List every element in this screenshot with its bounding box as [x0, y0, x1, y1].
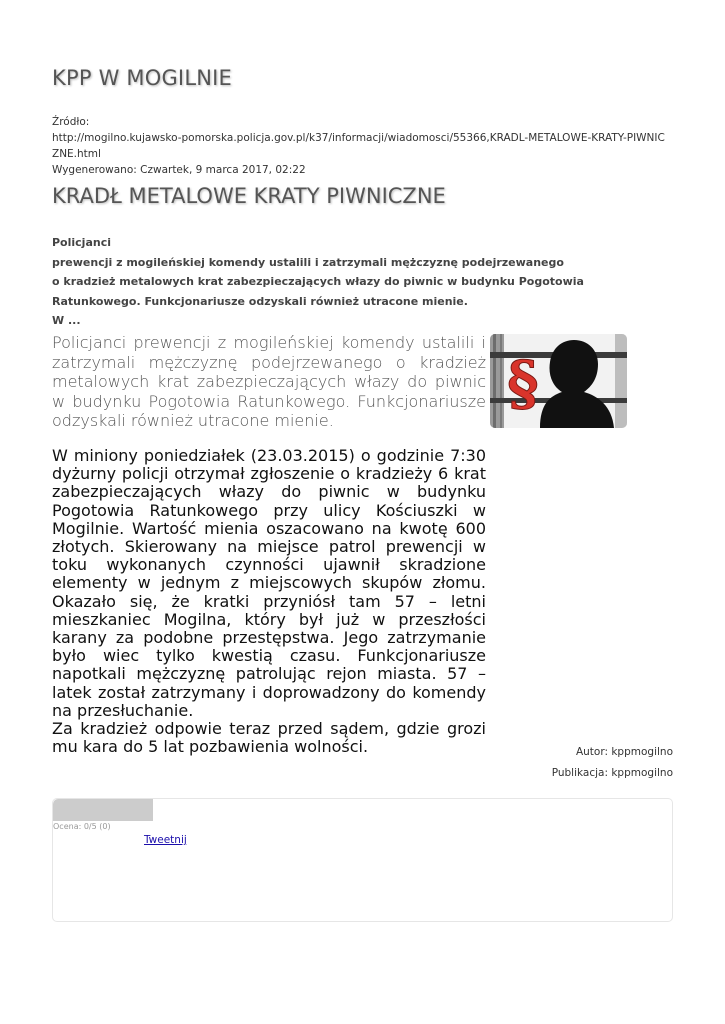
publication: Publikacja: kppmogilno	[551, 767, 673, 779]
article-photo	[490, 334, 627, 428]
body-paragraph: Za kradzież odpowie teraz przed sądem, gdzie grozi mu kara do 5 lat pozbawienia wolności.	[52, 719, 486, 757]
tweet-link[interactable]: Tweetnij	[144, 834, 187, 846]
author-info	[552, 742, 673, 784]
author: Autor: kppmogilno	[575, 746, 673, 758]
lead-line: o kradzież metalowych krat zabezpieczających włazy do piwnic w budynku Pogotowia	[52, 275, 584, 288]
silhouette-paragraph-image	[490, 334, 627, 428]
svg-text:§: §	[507, 349, 539, 419]
body-paragraph: W miniony poniedziałek (23.03.2015) o godzinie 7:30 dyżurny policji otrzymał zgłoszenie o kradzieży 6 krat zabezpieczających włazy do piwnic w budynku Pogotowia Ratunkowego przy ulicy Kościuszki w Mogilnie. Wartość mienia oszacowano na kwotę 600 złotych. Skierowany na miejsce patrol prewencji w toku wykonanych czynności ujawnił skradzione elementy w jednym z miejscowych skupów złomu. Okazało się, że kratki przyniósł tam 57 – letni mieszkaniec Mogilna, który był już w przeszłości karany za podobne przestępstwa. Jego zatrzymanie było wiec tylko kwestią czasu. Funkcjonariusze napotkali mężczyznę patrolując rejon miasta. 57 – latek został zatrzymany i doprowadzony do komendy na przesłuchanie.	[52, 446, 486, 720]
site-title: KPP W MOGILNIE	[52, 66, 232, 90]
article-intro: Policjanci prewencji z mogileńskiej komendy ustalili i zatrzymali mężczyznę podejrzewanego o kradzież metalowych krat zabezpieczających włazy do piwnic w budynku Pogotowia Ratunkowego. Funkcjonariusze odzyskali również utracone mienie.	[52, 333, 486, 430]
article-title: KRADŁ METALOWE KRATY PIWNICZNE	[52, 184, 446, 208]
lead-line: W ...	[52, 314, 81, 327]
rating-bar[interactable]	[53, 799, 153, 821]
generated-date: Wygenerowano: Czwartek, 9 marca 2017, 02:22	[52, 164, 306, 176]
source-meta	[52, 114, 672, 178]
article-lead	[52, 233, 612, 331]
source-url[interactable]: http://mogilno.kujawsko-pomorska.policja.gov.pl/k37/informacji/wiadomosci/55366,KRADL-METALOWE-KRATY-PIWNICZNE.html	[52, 132, 665, 160]
lead-line: prewencji z mogileńskiej komendy ustalili i zatrzymali mężczyznę podejrzewanego	[52, 255, 564, 269]
lead-line: Ratunkowego. Funkcjonariusze odzyskali również utracone mienie.	[52, 294, 468, 308]
source-label: Źródło:	[52, 116, 90, 128]
lead-line: Policjanci	[52, 236, 111, 249]
rating-text: Ocena: 0/5 (0)	[53, 822, 111, 831]
article-body	[52, 447, 486, 756]
rating-share-box	[52, 798, 673, 922]
